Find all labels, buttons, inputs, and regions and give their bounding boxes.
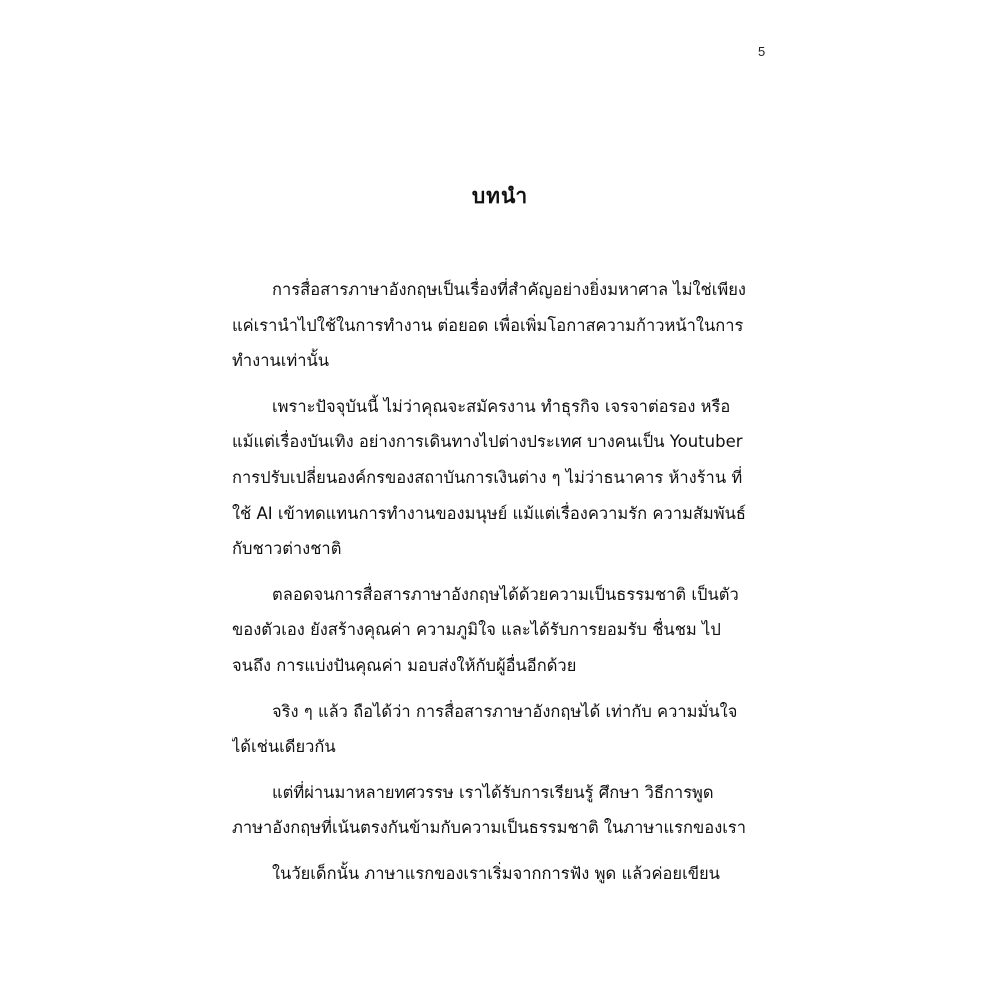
text-line: เพราะปัจจุบันนี้ ไม่ว่าคุณจะสมัครงาน ทำธุรกิจ เจรจาต่อรอง หรือ — [272, 396, 731, 416]
text-line: ได้เช่นเดียวกัน — [232, 737, 336, 757]
text-line: จนถึง การแบ่งปันคุณค่า มอบส่งให้กับผู้อื่นอีกด้วย — [232, 655, 577, 675]
page-number: 5 — [758, 44, 766, 59]
text-line: การปรับเปลี่ยนองค์กรของสถาบันการเงินต่าง ๆ ไม่ว่าธนาคาร ห้างร้าน ที่ — [232, 467, 743, 487]
text-line: ภาษาอังกฤษที่เน้นตรงกันข้ามกับความเป็นธรรมชาติ ในภาษาแรกของเรา — [232, 818, 747, 838]
chapter-title: บทนำ — [471, 184, 529, 208]
text-line: การสื่อสารภาษาอังกฤษเป็นเรื่องที่สำคัญอย่างยิ่งมหาศาล ไม่ใช่เพียง — [272, 280, 746, 299]
text-line: ใช้ AI เข้าทดแทนการทำงานของมนุษย์ แม้แต่เรื่องความรัก ความสัมพันธ์ — [232, 503, 747, 523]
text-line: แต่ที่ผ่านมาหลายทศวรรษ เราได้รับการเรียนรู้ ศึกษา วิธีการพูด — [272, 782, 714, 802]
text-line: ในวัยเด็กนั้น ภาษาแรกของเราเริ่มจากการฟัง พูด แล้วค่อยเขียน — [272, 863, 720, 883]
body-text — [232, 272, 772, 892]
text-line: แค่เรานำไปใช้ในการทำงาน ต่อยอด เพื่อเพิ่มโอกาสความก้าวหน้าในการ — [232, 315, 744, 335]
text-line: กับชาวต่างชาติ — [232, 539, 342, 559]
text-line: แม้แต่เรื่องบันเทิง อย่างการเดินทางไปต่างประเทศ บางคนเป็น Youtuber — [232, 432, 743, 452]
text-line: ตลอดจนการสื่อสารภาษาอังกฤษได้ด้วยความเป็นธรรมชาติ เป็นตัว — [272, 584, 739, 604]
text-line: ของตัวเอง ยังสร้างคุณค่า ความภูมิใจ และได้รับการยอมรับ ชื่นชม ไป — [232, 620, 721, 640]
text-line: ทำงานเท่านั้น — [232, 351, 330, 371]
text-line: จริง ๆ แล้ว ถือได้ว่า การสื่อสารภาษาอังกฤษได้ เท่ากับ ความมั่นใจ — [272, 701, 738, 721]
